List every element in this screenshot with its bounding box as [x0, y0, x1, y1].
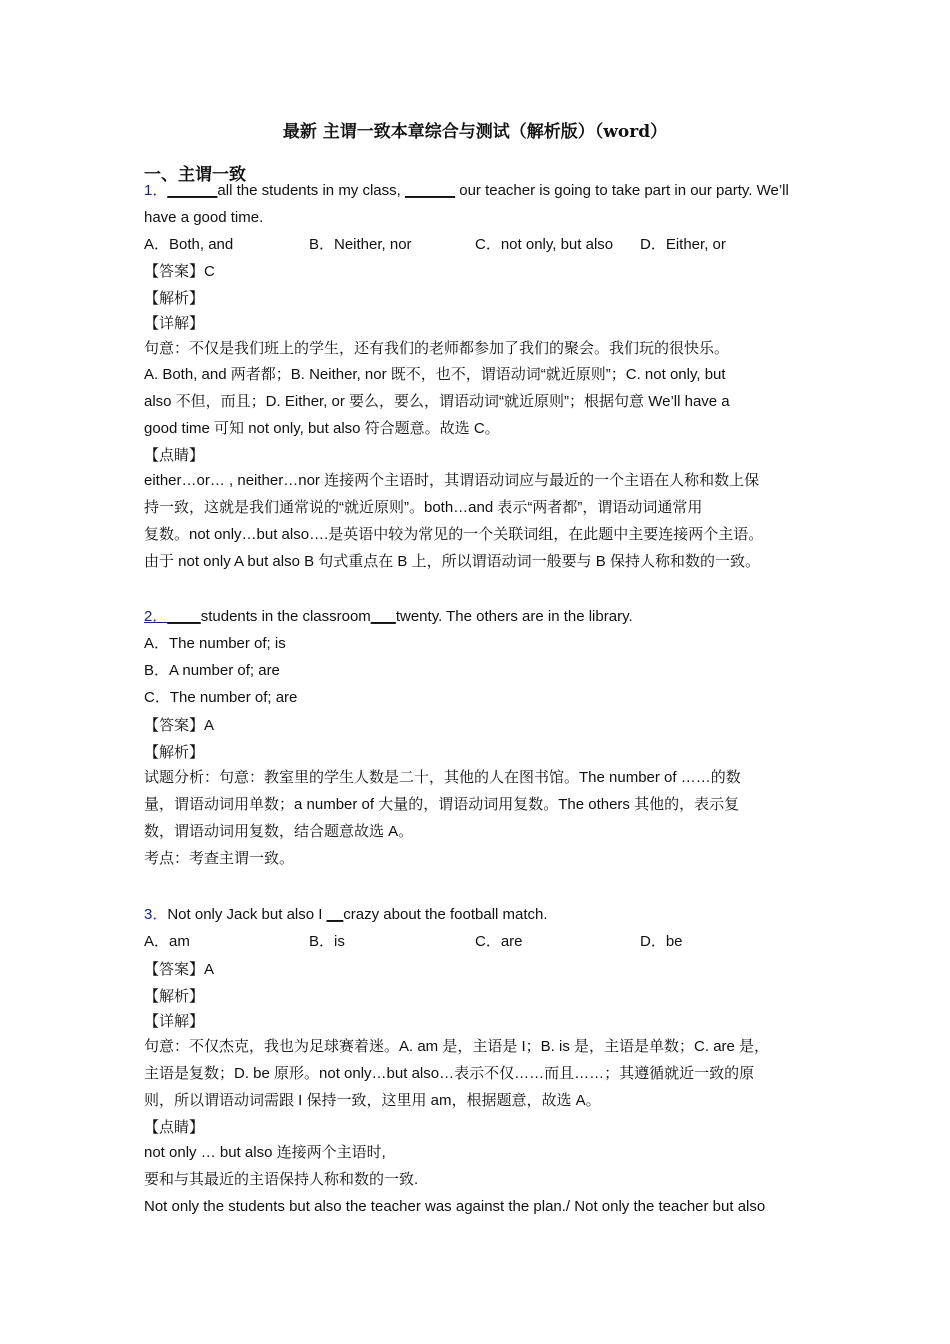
answer-blank: ____	[167, 608, 201, 625]
explanation-line: 则，所以谓语动词需跟 I 保持一致，这里用 am，根据题意，故选 A。	[144, 1092, 601, 1109]
tip-line: Not only the students but also the teacher was against the plan./ Not only the teacher but also	[144, 1198, 766, 1215]
tip-line: either…or… , neither…nor 连接两个主语时，其谓语动词应与最近的一个主语在人称和数上保	[144, 472, 760, 489]
answer-blank: __	[326, 906, 344, 923]
option-a: A．am	[144, 933, 190, 950]
explanation-line: A. Both, and 两者都；B. Neither, nor 既不，也不，谓语动词“就近原则”；C. not only, but	[144, 366, 726, 383]
analysis-label: 【解析】	[144, 744, 205, 761]
explanation-line: 量，谓语动词用单数；a number of 大量的，谓语动词用复数。The others 其他的，表示复	[144, 796, 740, 813]
question-3-stem: 3．Not only Jack but also I __crazy about the football match.	[144, 906, 548, 923]
option-d: D．Either, or	[640, 236, 726, 253]
answer-blank: ______	[167, 182, 218, 199]
section-heading: 一、主谓一致	[144, 165, 246, 185]
option-b: B．Neither, nor	[309, 236, 412, 253]
tip-label: 【点睛】	[144, 1119, 205, 1136]
tip-line: 复数。not only…but also….是英语中较为常见的一个关联词组，在此题中主要连接两个主语。	[144, 526, 764, 543]
option-a: A．Both, and	[144, 236, 234, 253]
question-number[interactable]: 2．	[144, 608, 168, 625]
answer-blank: ___	[370, 608, 396, 625]
tip-line: 要和与其最近的主语保持人称和数的一致.	[144, 1171, 419, 1188]
answer-blank: ______	[405, 182, 456, 199]
option-c: C．are	[475, 933, 523, 950]
question-number: 3．	[144, 906, 168, 923]
explanation-line: 试题分析：句意：教室里的学生人数是二十，其他的人在图书馆。The number of ……的数	[144, 769, 741, 786]
option-c: C．The number of; are	[144, 689, 298, 706]
option-a: A．The number of; is	[144, 635, 286, 652]
answer-label: 【答案】C	[144, 263, 215, 280]
option-b: B．is	[309, 933, 345, 950]
option-d: D．be	[640, 933, 683, 950]
detail-label: 【详解】	[144, 315, 205, 332]
question-number: 1．	[144, 182, 168, 199]
answer-label: 【答案】A	[144, 961, 215, 978]
tip-line: not only … but also 连接两个主语时,	[144, 1144, 386, 1161]
detail-label: 【详解】	[144, 1013, 205, 1030]
explanation-line: 句意：不仅杰克，我也为足球赛着迷。A. am 是，主语是 I；B. is 是，主语是单数；C. are 是，	[144, 1038, 770, 1055]
explanation-line: 主语是复数；D. be 原形。not only…but also…表示不仅……而且……；其遵循就近一致的原	[144, 1065, 755, 1082]
explanation-line: 数，谓语动词用复数，结合题意故选 A。	[144, 823, 414, 840]
explanation-line: good time 可知 not only, but also 符合题意。故选 C。	[144, 420, 500, 437]
exam-point: 考点：考查主谓一致。	[144, 850, 295, 867]
question-1-stem: 1．______all the students in my class, ______ our teacher is going to take part in our party. We’ll	[144, 182, 789, 199]
analysis-label: 【解析】	[144, 988, 205, 1005]
option-b: B．A number of; are	[144, 662, 280, 679]
question-2-stem: 2．____students in the classroom___twenty. The others are in the library.	[144, 608, 633, 625]
tip-label: 【点睛】	[144, 447, 205, 464]
question-1-stem-cont: have a good time.	[144, 209, 264, 226]
explanation-line: 句意：不仅是我们班上的学生，还有我们的老师都参加了我们的聚会。我们玩的很快乐。	[144, 340, 730, 357]
tip-line: 由于 not only A but also B 句式重点在 B 上，所以谓语动词一般要与 B 保持人称和数的一致。	[144, 553, 760, 570]
option-c: C．not only, but also	[475, 236, 614, 253]
document-title: 最新 主谓一致本章综合与测试（解析版）（word）	[282, 122, 668, 142]
tip-line: 持一致，这就是我们通常说的“就近原则”。both…and 表示“两者都”，谓语动词通常用	[144, 499, 703, 516]
explanation-line: also 不但，而且；D. Either, or 要么，要么，谓语动词“就近原则”；根据句意 We’ll have a	[144, 393, 730, 410]
analysis-label: 【解析】	[144, 290, 205, 307]
answer-label: 【答案】A	[144, 717, 215, 734]
